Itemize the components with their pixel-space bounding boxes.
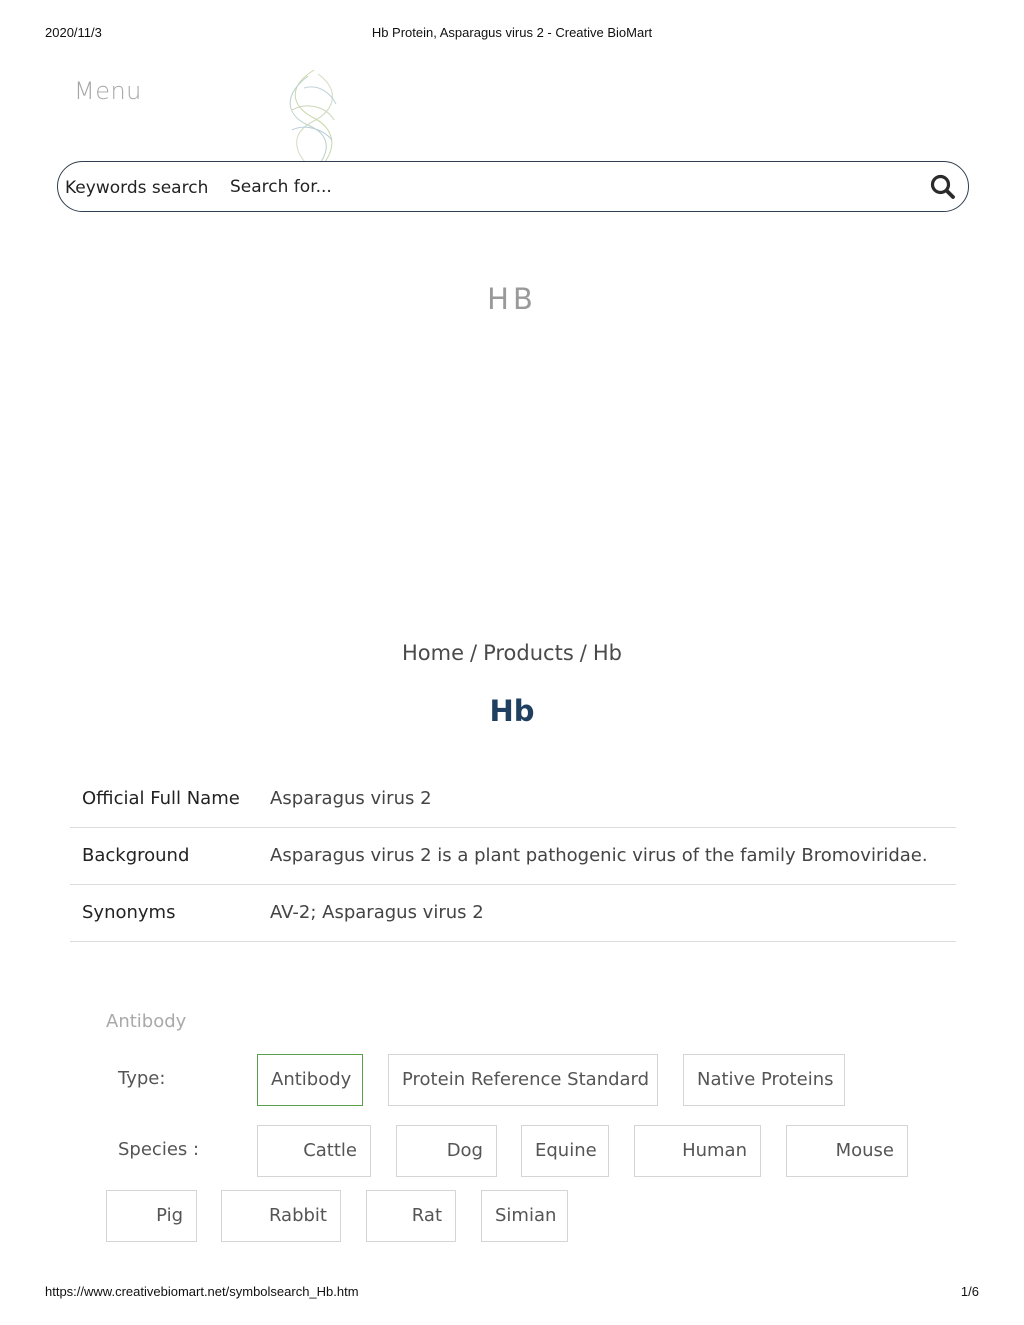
type-chip-antibody[interactable]: Antibody: [257, 1054, 363, 1106]
species-chip-rat[interactable]: Rat: [366, 1190, 456, 1242]
search-input[interactable]: [230, 172, 910, 202]
info-value: AV-2; Asparagus virus 2: [270, 884, 956, 941]
species-chip-rabbit[interactable]: Rabbit: [221, 1190, 341, 1242]
breadcrumb-separator: /: [470, 641, 478, 665]
info-value: Asparagus virus 2 is a plant pathogenic virus of the family Bromoviridae.: [270, 827, 956, 884]
info-value: Asparagus virus 2: [270, 770, 956, 827]
info-row-synonyms: [70, 884, 956, 941]
menu-button[interactable]: Menu: [74, 77, 142, 105]
breadcrumb-products[interactable]: Products: [483, 641, 574, 665]
print-footer: [0, 1284, 1024, 1300]
print-page-title: Hb Protein, Asparagus virus 2 - Creative BioMart: [371, 25, 653, 40]
banner-title: HB: [487, 282, 537, 316]
print-url: https://www.creativebiomart.net/symbolsearch_Hb.htm: [45, 1284, 359, 1299]
species-chip-dog[interactable]: Dog: [396, 1125, 497, 1177]
type-chip-native-proteins[interactable]: Native Proteins: [683, 1054, 845, 1106]
species-chip-cattle[interactable]: Cattle: [257, 1125, 371, 1177]
species-chip-equine[interactable]: Equine: [521, 1125, 609, 1177]
species-chip-human[interactable]: Human: [634, 1125, 761, 1177]
breadcrumb-home[interactable]: Home: [402, 641, 465, 665]
print-header: [0, 25, 1024, 41]
biomart-helix-logo-icon[interactable]: [278, 66, 348, 176]
print-page-number: 1/6: [960, 1284, 979, 1299]
print-date: 2020/11/3: [45, 25, 102, 40]
gene-info-table: [70, 770, 956, 942]
species-chip-mouse[interactable]: Mouse: [786, 1125, 908, 1177]
info-label: Synonyms: [70, 884, 270, 941]
species-chip-pig[interactable]: Pig: [106, 1190, 197, 1242]
type-chip-protein-reference-standard[interactable]: Protein Reference Standard: [388, 1054, 658, 1106]
info-row-background: [70, 827, 956, 884]
info-row-official-full-name: [70, 770, 956, 827]
search-icon[interactable]: [928, 172, 958, 202]
filter-section-label: Antibody: [106, 1011, 187, 1032]
search-bar: [57, 161, 969, 212]
info-label: Background: [70, 827, 270, 884]
breadcrumb-current: Hb: [592, 641, 622, 665]
species-chip-simian[interactable]: Simian: [481, 1190, 568, 1242]
type-filter-label: Type:: [118, 1068, 166, 1089]
page-title: Hb: [489, 694, 535, 728]
breadcrumb: [0, 641, 1024, 665]
breadcrumb-separator: /: [579, 641, 587, 665]
search-type-selector[interactable]: Keywords search: [65, 178, 209, 198]
species-filter-label: Species :: [118, 1139, 200, 1160]
info-label: Official Full Name: [70, 770, 270, 827]
